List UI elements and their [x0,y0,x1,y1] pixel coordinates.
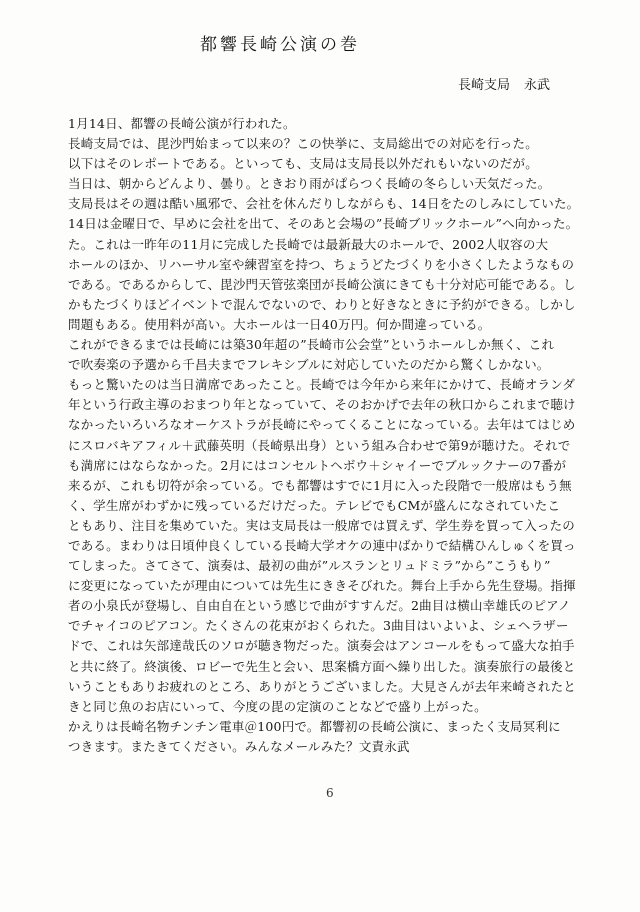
page-mark: 6 [326,786,334,800]
body-line: もっと驚いたのは当日満席であったこと。長崎では今年から来年にかけて、長崎オランダ [68,377,576,393]
body-line: てしまった。さてさて、演奏は、最初の曲が”ルスランとリュドミラ”から”こうもり” [68,558,551,574]
body-line: いうこともありお疲れのところ、ありがとうございました。大見さんが去年来崎されたと [68,678,577,694]
author-office: 長崎支局 [457,78,510,93]
body-line: ドで、これは矢部達哉氏のソロが聴き物だった。演奏会はアンコールをもって盛大な拍手 [68,638,575,654]
body-line: これができるまでは長崎には築30年超の”長崎市公会堂”というホールしか無く、これ [68,337,555,353]
body-line: に変更になっていたが理由については先生にききそびれた。舞台上手から先生登場。指揮 [68,578,576,594]
body-line: である。まわりは日頃仲良くしている長崎大学オケの連中ばかりで結構ひんしゅくを買っ [68,537,576,553]
body-line: ともあり、注目を集めていた。実は支局長は一般席では買えず、学生券を買って入ったの [68,517,576,533]
body-line: ホールのほか、リハーサル室や練習室を持つ、ちょうどたづくりを小さくしたようなもの [68,256,575,272]
author-name: 永武 [523,78,550,93]
body-line: 来るが、これも切符が余っている。でも都響はすでに1月に入った段階で一般席はもう無 [68,477,572,493]
body-line: きと同じ魚のお店にいって、今度の毘の定演のことなどで盛り上がった。 [68,698,487,714]
body-line: 当日は、朝からどんより、曇り。ときおり雨がぱらつく長崎の冬らしい天気だった。 [68,176,551,192]
body-line: かもたづくりほどイベントで混んでないので、わりと好きなときに予約ができる。しかし [68,296,576,312]
body-line: 年という行政主導のおまつり年となっていて、そのおかげで去年の秋口からこれまで聴け [68,397,576,413]
body-line: 長崎支局では、毘沙門始まって以来の？この快挙に、支局総出での対応を行った。 [68,136,538,152]
document-title: 都響長崎公演の巻 [200,35,360,55]
body-line: である。であるからして、毘沙門天管弦楽団が長崎公演にきても十分対応可能である。し [68,276,576,292]
body-line: かえりは長崎名物チンチン電車＠100円で。都響初の長崎公演に、まったく支局冥利に [68,718,561,734]
body-line: 以下はそのレポートである。といっても、支局は支局長以外だれもいないのだが。 [68,156,538,172]
body-line: 者の小泉氏が登場し、自由自在という感じで曲がすすんだ。2曲目は横山幸雄氏のピアノ [68,598,571,614]
body-line: 1月14日、都響の長崎公演が行われた。 [68,116,296,131]
body-line: と共に終了。終演後、ロビーで先生と会い、思案橋方面へ繰り出した。演奏旅行の最後と [68,658,576,674]
body-line: 支局長はその週は酷い風邪で、会社を休んだりしながらも、14日をたのしみにしていた。 [68,196,580,212]
body-text [68,114,588,757]
body-line: でチャイコのピアコン。たくさんの花束がおくられた。3曲目はいよいよ、シェヘラザー [68,618,569,634]
body-line: なかったいろいろなオーケストラが長崎にやってくることになっている。去年はてはじめ [68,417,576,433]
body-line: にスロバキアフィル＋武藤英明（長崎県出身）という組み合わせで第9が聴けた。それで [68,437,571,453]
body-line: も満席にはならなかった。2月にはコンセルトヘボウ＋シャイーでブルックナーの7番が [68,457,567,473]
body-line: た。これは一昨年の11月に完成した長崎では最新最大のホールで、2002人収容の大 [68,236,549,252]
author-line [458,74,550,93]
body-line: で吹奏楽の予選から千昌夫までフレキシブルに対応していたのだから驚くしかない。 [68,357,550,373]
body-line: く、学生席がわずかに残っているだけだった。テレビでもCMが盛んになされていたこ [68,497,561,513]
body-line: 問題もある。使用料が高い。大ホールは一日40万円。何か間違っている。 [68,316,491,332]
body-line: 14日は金曜日で、早めに会社を出て、そのあと会場の”長崎ブリックホール”へ向かった。 [68,216,579,232]
body-line: つきます。またきてください。みんなメールみた？文責永武 [68,738,410,754]
